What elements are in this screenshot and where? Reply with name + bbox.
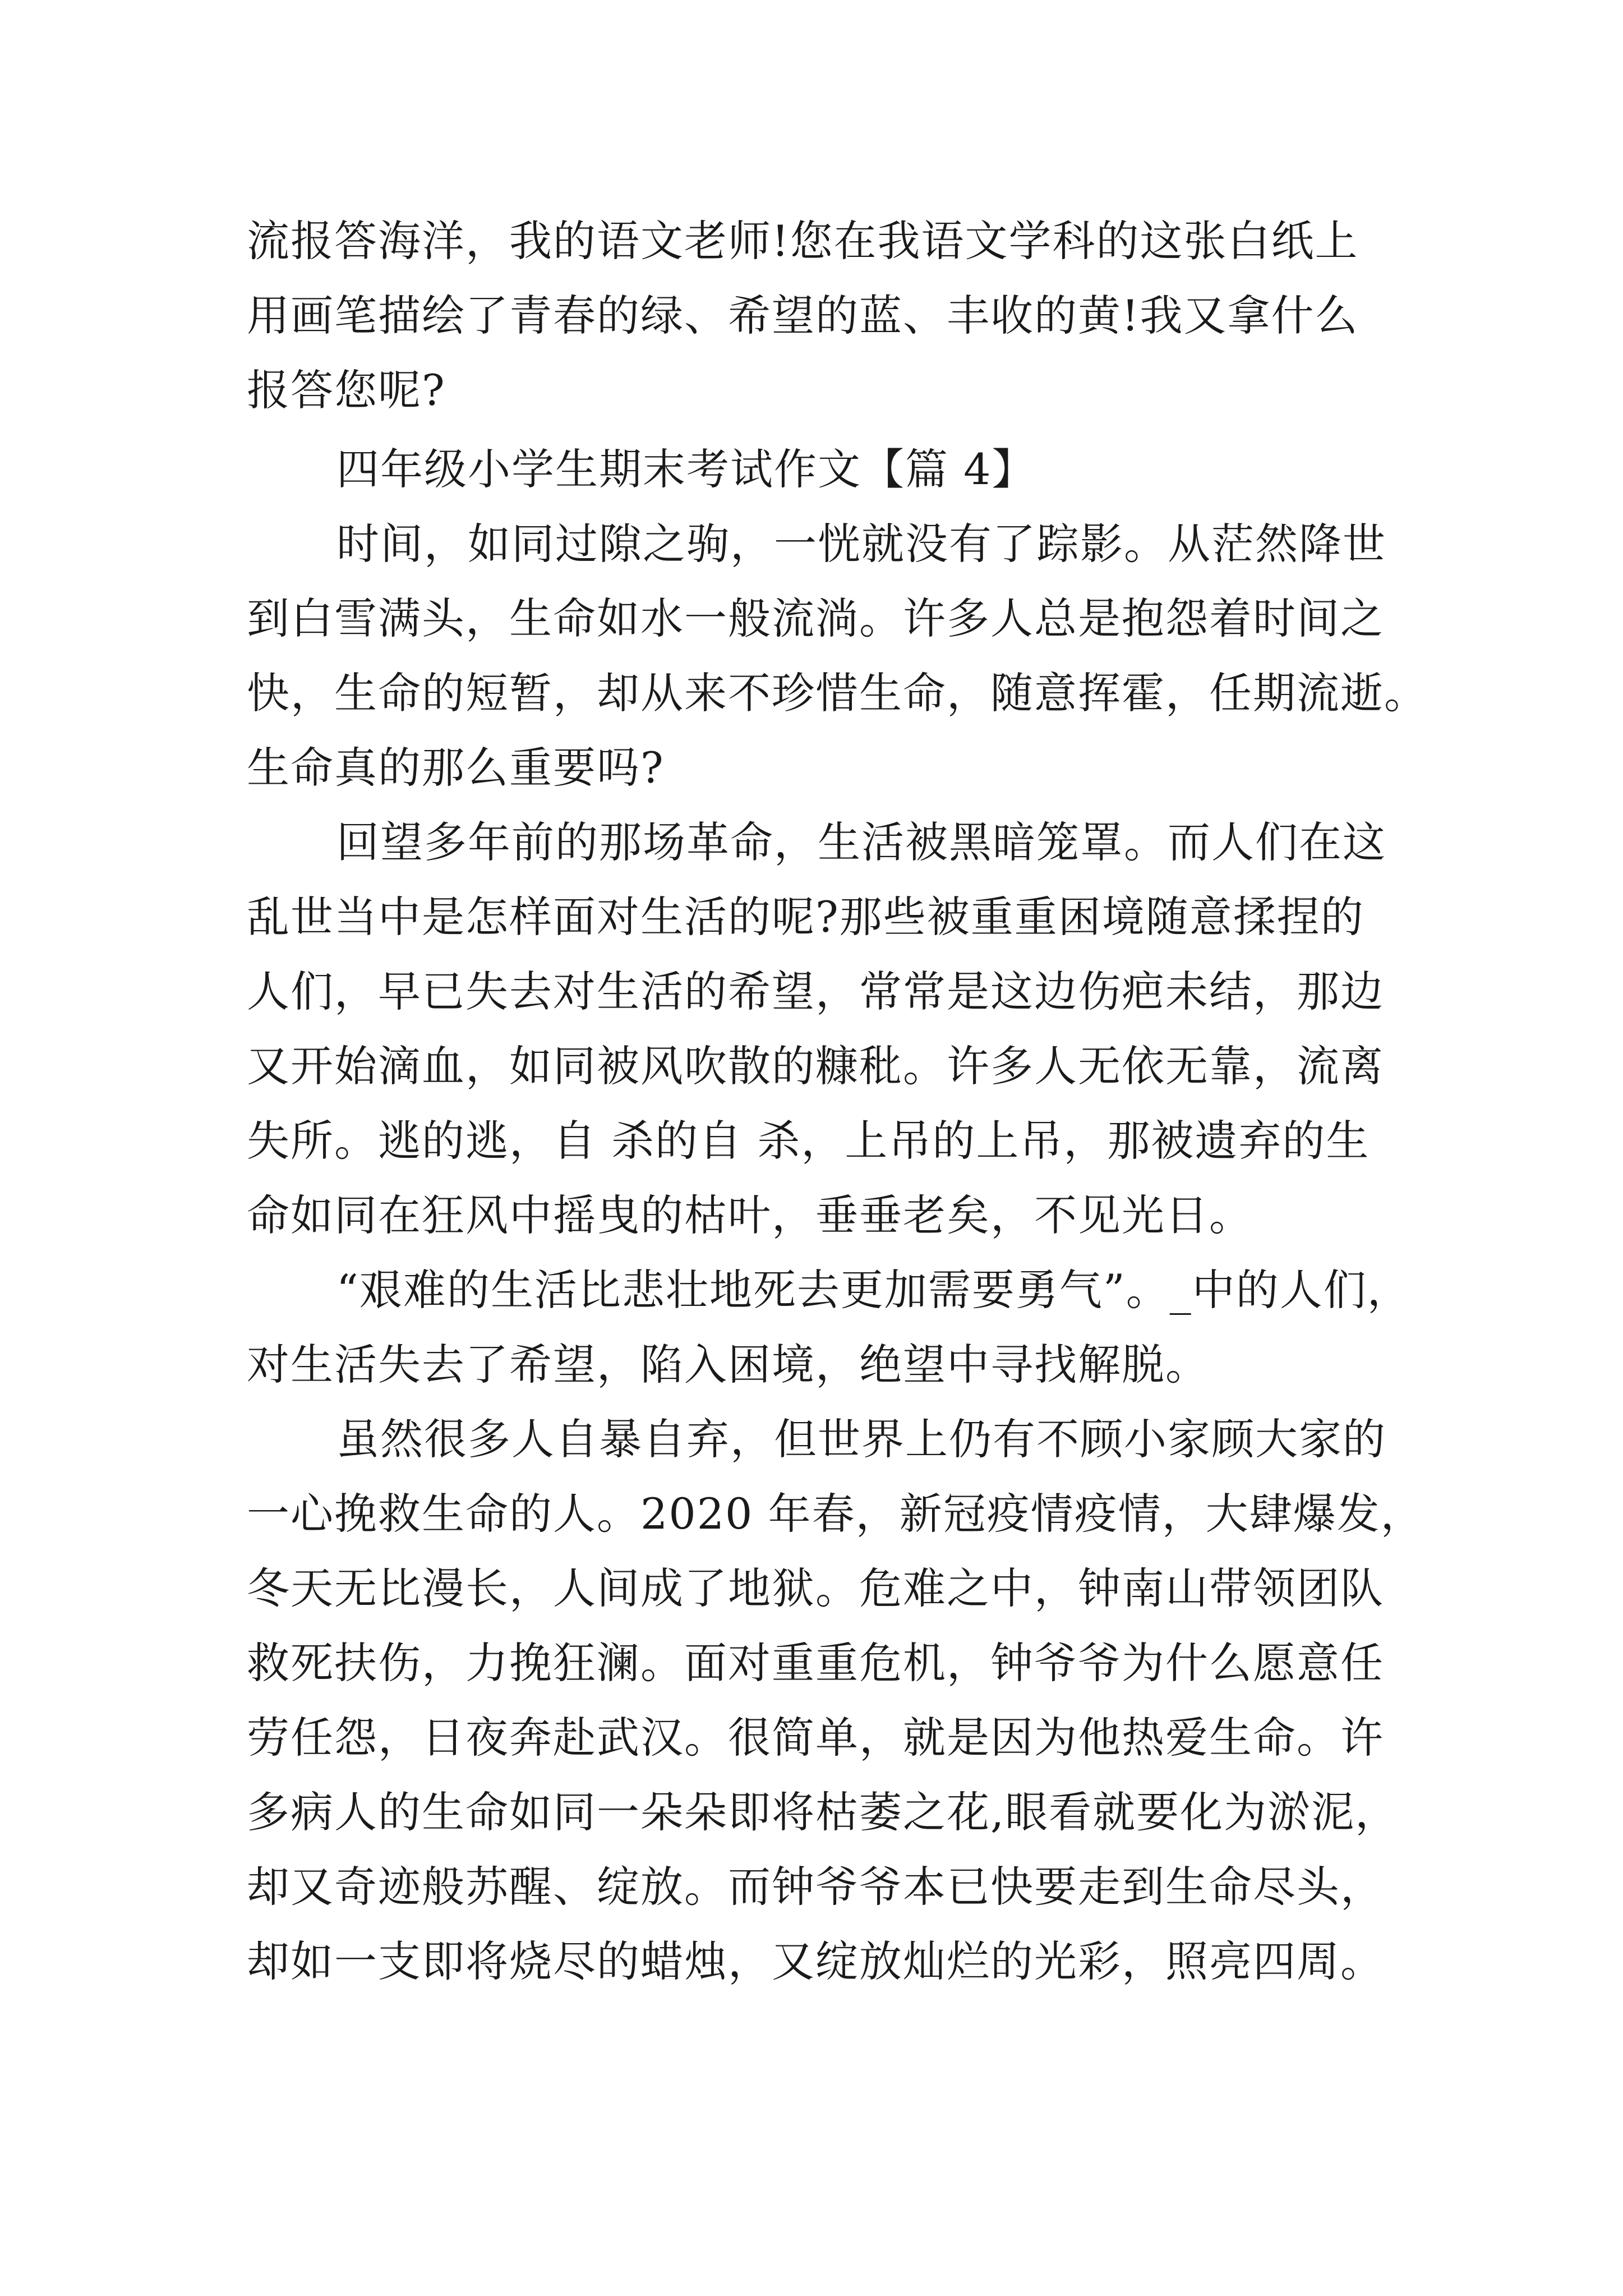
section-heading: 四年级小学生期末考试作文【篇 4】 — [336, 444, 1036, 494]
quote-line: “艰难的生活比悲壮地死去更加需要勇气”。_中的人们， — [336, 1265, 1411, 1315]
text-line: 生命真的那么重要吗? — [247, 743, 665, 793]
text-line: 报答您呢? — [247, 365, 446, 415]
text-line: 快，生命的短暂，却从来不珍惜生命，随意挥霍，任期流逝。 — [247, 668, 1428, 718]
text-line: 人们，早已失去对生活的希望，常常是这边伤疤未结，那边 — [247, 967, 1384, 1016]
text-line: 劳任怨，日夜奔赴武汉。很简单，就是因为他热爱生命。许 — [247, 1713, 1384, 1763]
text-line: 多病人的生命如同一朵朵即将枯萎之花,眼看就要化为淤泥， — [247, 1787, 1399, 1837]
text-line: 乱世当中是怎样面对生活的呢?那些被重重困境随意揉捏的 — [247, 892, 1364, 942]
text-line: 回望多年前的那场革命，生活被黑暗笼罩。而人们在这 — [336, 817, 1386, 867]
text-line: 一心挽救生命的人。2020 年春，新冠疫情疫情，大肆爆发， — [247, 1489, 1424, 1539]
text-line: 到白雪满头，生命如水一般流淌。许多人总是抱怨着时间之 — [247, 593, 1384, 643]
text-line: 虽然很多人自暴自弃，但世界上仍有不顾小家顾大家的 — [336, 1414, 1386, 1464]
text-line: 用画笔描绘了青春的绿、希望的蓝、丰收的黄!我又拿什么 — [247, 291, 1359, 341]
text-line: 却如一支即将烧尽的蜡烛，又绽放灿烂的光彩，照亮四周。 — [247, 1936, 1384, 1986]
text-line: 时间，如同过隙之驹，一恍就没有了踪影。从茫然降世 — [336, 519, 1386, 569]
text-line: 失所。逃的逃，自 杀的自 杀，上吊的上吊，那被遗弃的生 — [247, 1116, 1370, 1166]
text-line: 冬天无比漫长，人间成了地狱。危难之中，钟南山带领团队 — [247, 1563, 1384, 1613]
text-line: 又开始滴血，如同被风吹散的糠秕。许多人无依无靠，流离 — [247, 1041, 1384, 1091]
text-line: 却又奇迹般苏醒、绽放。而钟爷爷本已快要走到生命尽头， — [247, 1862, 1384, 1912]
text-line: 对生活失去了希望，陷入困境，绝望中寻找解脱。 — [247, 1340, 1209, 1389]
text-line: 救死扶伤，力挽狂澜。面对重重危机，钟爷爷为什么愿意任 — [247, 1638, 1384, 1688]
text-line: 命如同在狂风中摇曳的枯叶，垂垂老矣，不见光日。 — [247, 1190, 1253, 1240]
text-line: 流报答海洋，我的语文老师!您在我语文学科的这张白纸上 — [247, 216, 1359, 266]
